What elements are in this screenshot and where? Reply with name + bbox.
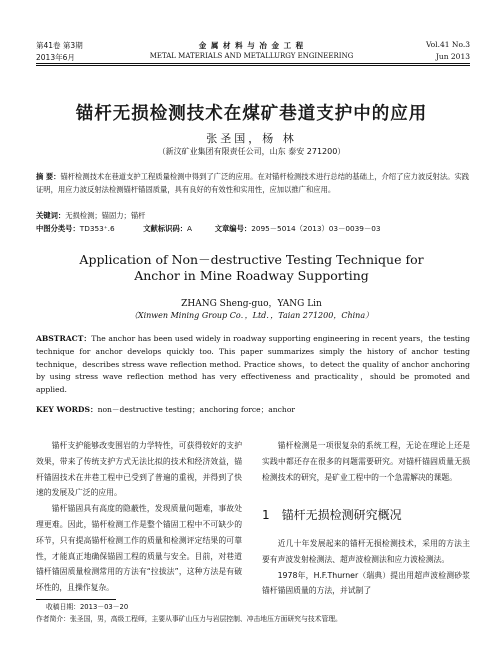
body-right-column-cont — [262, 536, 470, 599]
footnote-received: 收稿日期：2013－03－20 — [46, 603, 129, 611]
paper-title-cn: 锚杆无损检测技术在煤矿巷道支护中的应用 — [75, 104, 428, 124]
journal-name-cn: 金 属 材 料 与 冶 金 工 程 — [198, 41, 305, 50]
body-right-column — [262, 438, 470, 485]
abstract-en-text: The anchor has been used widely in roadway supporting engineering in recent years，the testing technique for anchor develops quickly too. This paper summarizes simply the history of anchor testing technique，describes stress wave reflection method. Practice shows，to detect the quality of anchor anchoring by using stress wave reflection method has very effectiveness and practicality，should be promoted and applied. — [36, 334, 470, 395]
journal-name-en: METAL MATERIALS AND METALLURGY ENGINEERING — [149, 52, 354, 60]
abstract-cn-label: 摘 要： — [36, 172, 61, 181]
body-paragraph: 锚杆支护能够改变围岩的力学特性，可获得较好的支护效果，带来了传统支护方式无法比拟的技术和经济效益，锚杆锚固技术在井巷工程中已受到了普遍的重视，并得到了快速的发展及广泛的应用。 — [36, 441, 242, 498]
keywords-cn: 无损检测；锚固力；锚杆 — [65, 211, 146, 220]
authors-en: ZHANG Sheng-guo，YANG Lin — [181, 299, 322, 309]
body-left-column — [36, 438, 242, 596]
keywords-en: non－destructive testing；anchoring force；anchor — [97, 405, 296, 414]
keywords-cn-line — [36, 209, 470, 222]
paper-title-en-line2: Anchor in Mine Roadway Supporting — [134, 268, 369, 283]
journal-volume-issue: 第41卷 第3期 — [36, 41, 83, 50]
cls-label: 中图分类号： — [36, 224, 80, 233]
paper-title-en-line1: Application of Non－destructive Testing Technique for — [79, 252, 424, 267]
doc-code-value: A — [187, 224, 193, 233]
abstract-cn — [36, 170, 470, 196]
keywords-en-line — [36, 404, 470, 417]
abstract-en — [36, 333, 470, 397]
body-paragraph: 锚杆锚固具有高度的隐蔽性，发现质量问题难，事故处理更难。因此，锚杆检测工作是整个锚固工程中不可缺少的环节，只有提高锚杆检测工作的质量和检测评定结果的可靠性，才能真正地确保锚固工程的质量与安全。目前，对巷道锚杆锚固质量检测常用的方法有“拉拔法”，这种方法是有破坏性的，且操作复杂。 — [36, 504, 242, 593]
abstract-en-label: ABSTRACT： — [36, 334, 92, 343]
affiliation-en: （Xinwen Mining Group Co．，Ltd．，Taian 271200，China） — [129, 311, 374, 320]
abstract-cn-text: 锚杆检测技术在巷道支护工程质量检测中得到了广泛的应用。在对锚杆检测技术进行总结的基础上，介绍了应力波反射法。实践证明，用应力波反射法检测锚杆锚固质量，具有良好的有效性和实用性，应加以推广和应用。 — [36, 172, 470, 194]
journal-date: 2013年6月 — [36, 53, 75, 62]
authors-cn: 张圣国，杨 林 — [206, 132, 297, 145]
footnote-author: 作者简介：张圣国，男，高级工程师，主要从事矿山压力与岩层控制、冲击地压方面研究与技术管理。 — [36, 615, 342, 623]
body-paragraph: 近几十年发展起来的锚杆无损检测技术，采用的方法主要有声波发射检测法、超声波检测法和应力波检测法。 — [262, 539, 470, 564]
affiliation-cn: （新汶矿业集团有限责任公司，山东 泰安 271200） — [157, 147, 346, 156]
body-paragraph: 锚杆检测是一项很复杂的系统工程，无论在理论上还是实践中都还存在很多的问题需要研究。对锚杆锚固质量无损检测技术的研究，是矿业工程中的一个急需解决的课题。 — [262, 441, 470, 482]
keywords-cn-label: 关键词： — [36, 211, 66, 220]
journal-vol-en: Vol.41 No.3 — [425, 40, 470, 49]
article-no-label: 文章编号： — [214, 224, 252, 233]
doc-code-label: 文献标识码： — [143, 224, 188, 233]
header-rule — [36, 63, 470, 64]
classification-line — [36, 222, 470, 235]
section-title: 锚杆无损检测研究概况 — [281, 508, 402, 522]
footnote-rule — [36, 599, 116, 600]
article-no-value: 2095－5014（2013）03－0039－03 — [251, 224, 381, 233]
section-number: 1 — [262, 508, 270, 522]
journal-date-en: Jun 2013 — [435, 52, 470, 61]
header-rule-2 — [36, 65, 470, 66]
keywords-en-label: KEY WORDS： — [36, 405, 98, 414]
cls-value: TD353⁺.6 — [79, 224, 115, 233]
section-heading — [262, 506, 402, 523]
body-paragraph: 1978年，H.F.Thurner（瑞典）提出用超声波检测砂浆锚杆锚固质量的方法，并试制了 — [262, 570, 470, 596]
